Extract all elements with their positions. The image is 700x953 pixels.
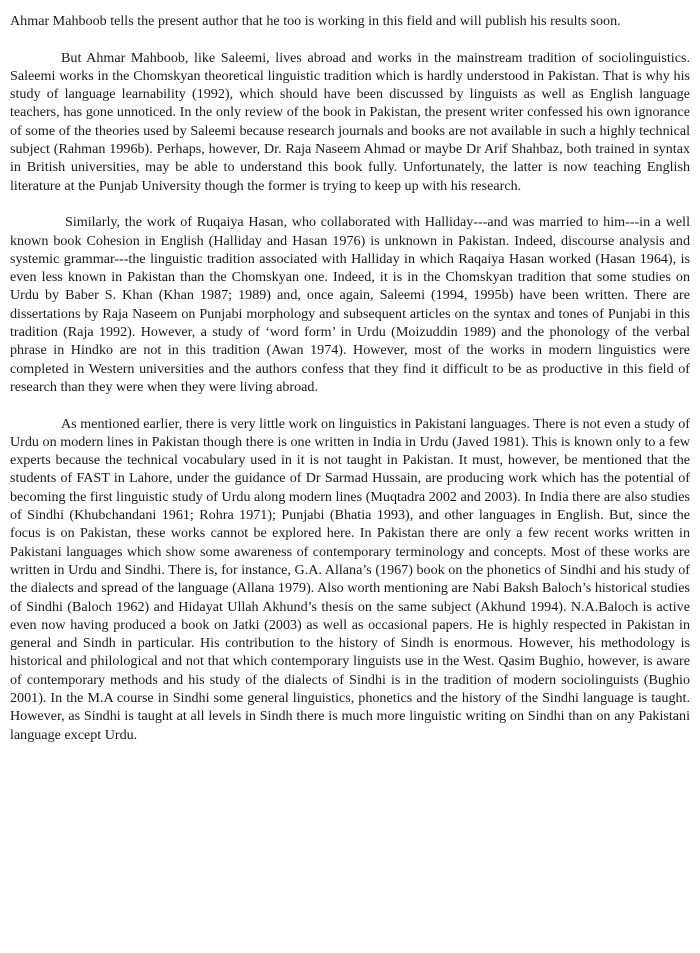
paragraph-continuation: Ahmar Mahboob tells the present author that he too is working in this field and will publish his results soon. [10, 13, 621, 29]
document-page [10, 12, 690, 744]
paragraph-saleemi: But Ahmar Mahboob, like Saleemi, lives abroad and works in the mainstream tradition of sociolinguistics. Saleemi works in the Chomskyan theoretical linguistic tradition which is hardly understood in Pakistan. That is why his study of language learnability (1992), which should have been discussed by linguists as well as English language teachers, has gone unnoticed. In the only review of the book in Pakistan, the present writer confessed his own ignorance of some of the theories used by Saleemi because research journals and books are not available in such a highly technical subject (Rahman 1996b). Perhaps, however, Dr. Raja Naseem Ahmad or maybe Dr Arif Shahbaz, both trained in syntax in British universities, may be able to understand this book fully. Unfortunately, the latter is now teaching English literature at the Punjab University though the former is trying to keep up with his research. [10, 49, 690, 194]
paragraph-hasan: Similarly, the work of Ruqaiya Hasan, who collaborated with Halliday---and was married to him---in a well known book Cohesion in English (Halliday and Hasan 1976) is unknown in Pakistan. Indeed, discourse analysis and systemic grammar---the linguistic tradition associated with Halliday in which Raqaiya Hasan worked (Hasan 1964), is even less known in Pakistan than the Chomskyan one. Indeed, it is in the Chomskyan tradition that some studies on Urdu by Baber S. Khan (Khan 1987; 1989) and, once again, Saleemi (1994, 1995b) have been written. There are dissertations by Raja Naseem on Punjabi morphology and subsequent articles on the syntax and tones of Punjabi in this tradition (Raja 1992). However, a study of ‘word form’ in Urdu (Moizuddin 1989) and the phonology of the verbal phrase in Hindko are not in this tradition (Awan 1974). However, most of the works in modern linguistics were completed in Western universities and the authors confess that they find it difficult to be as productive in this field of research than they were when they were living abroad. [10, 214, 690, 395]
paragraph-pakistani-languages: As mentioned earlier, there is very little work on linguistics in Pakistani languages. There is not even a study of Urdu on modern lines in Pakistan though there is one written in India in Urdu (Javed 1981). This is known only to a few experts because the technical vocabulary used in it is not taught in Pakistan. It must, however, be mentioned that the students of FAST in Lahore, under the guidance of Dr Sarmad Hussain, are producing work which has the potential of becoming the first linguistic study of Urdu along modern lines (Muqtadra 2002 and 2003). In India there are also studies of Sindhi (Khubchandani 1961; Rohra 1971); Punjabi (Bhatia 1993), and other languages in English. But, since the focus is on Pakistan, these works cannot be explored here. In Pakistan there are only a few recent works written in Pakistani languages which show some awareness of contemporary terminology and concepts. Most of these works are written in Urdu and Sindhi. There is, for instance, G.A. Allana’s (1967) book on the phonetics of Sindhi and his study of the dialects and spread of the language (Allana 1979). Also worth mentioning are Nabi Baksh Baloch’s historical studies of Sindhi (Baloch 1962) and Hidayat Ullah Akhund’s thesis on the same subject (Akhund 1994). N.A.Baloch is active even now having produced a book on Jatki (2003) as well as occasional papers. He is highly respected in Pakistan in general and Sindh in particular. His contribution to the history of Sindh is enormous. However, his methodology is historical and philological and not that which contemporary linguists use in the West. Qasim Bughio, however, is aware of contemporary methods and his study of the dialects of Sindhi is in the tradition of modern sociolinguists (Bughio 2001). In the M.A course in Sindhi some general linguistics, phonetics and the history of the Sindhi language is taught. However, as Sindhi is taught at all levels in Sindh there is much more linguistic writing on Sindhi than on any Pakistani language except Urdu. [10, 415, 690, 743]
